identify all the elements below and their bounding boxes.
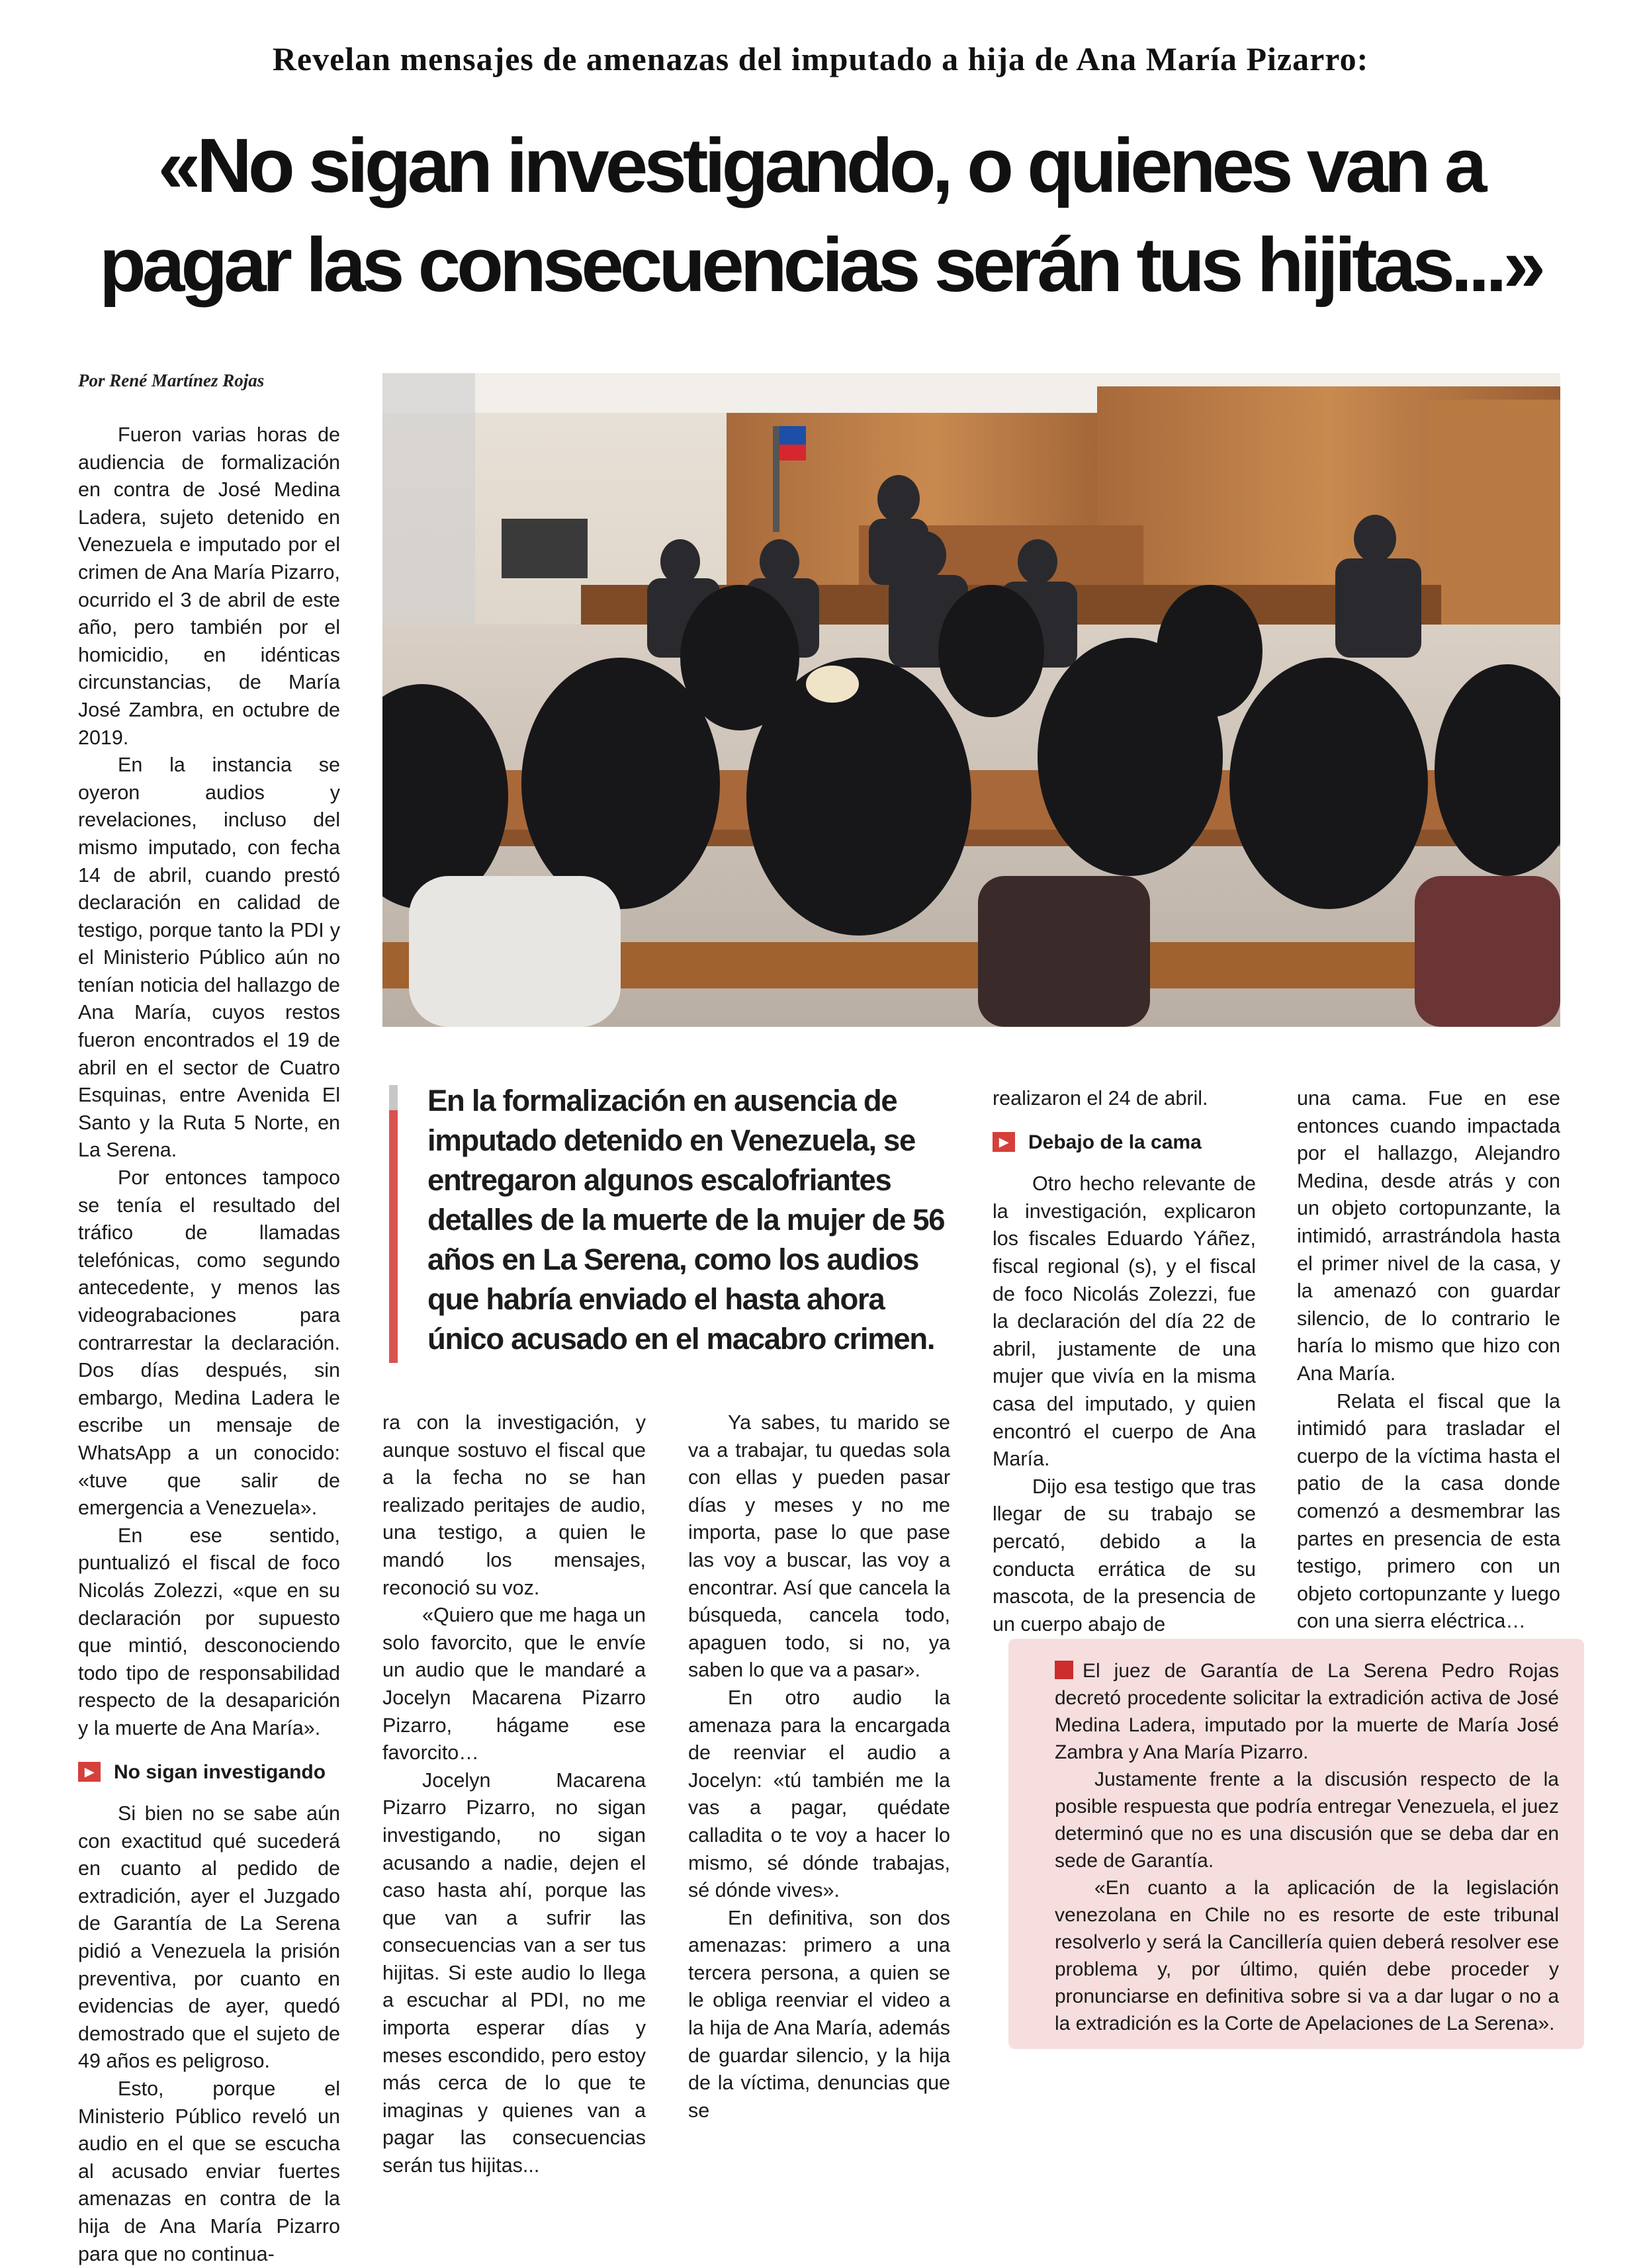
pull-quote-bar — [389, 1085, 398, 1363]
play-arrow-icon: ▶ — [993, 1132, 1015, 1152]
column-3 — [688, 1409, 950, 2124]
column-2 — [382, 1409, 646, 2180]
column-1 — [78, 421, 340, 2268]
subheading-debajo-cama — [993, 1129, 1256, 1156]
box-paragraph: «En cuanto a la aplicación de la legislación venezolana en Chile no es resorte de este tribunal resolverlo y será la Cancillería quien deberá resolver ese problema y, por último, quién debe proceder y pronunciarse en definitiva sobre si va a dar lugar o no a la extradición es la Corte de Apelaciones de La Serena». — [1055, 1877, 1559, 2034]
pull-quote-text: En la formalización en ausencia de imputado detenido en Venezuela, se entregaron algunos escalofriantes detalles de la muerte de la mujer de 56 años en La Serena, como los audios que habría enviado el hasta ahora único acusado en el macabro crimen. — [427, 1084, 945, 1356]
paragraph: Fueron varias horas de audiencia de formalización en contra de José Medina Ladera, sujeto detenido en Venezuela e imputado por el crimen de Ana María Pizarro, ocurrido el 3 de abril de este año, pero también por el homicidio, en idénticas circunstancias, de María José Zambra, en octubre de 2019. — [78, 423, 340, 749]
column-4 — [993, 1085, 1256, 1638]
headline-line-2: pagar las consecuencias serán tus hijitas...» — [99, 222, 1542, 308]
paragraph: una cama. Fue en ese entonces cuando impactada por el hallazgo, Alejandro Medina, desde atrás y con un objeto cortopunzante, la intimidó, arrastrándola hasta el primer nivel de la casa, y la amenazó con guardar silencio, de lo contrario le haría lo mismo que hizo con Ana María. — [1297, 1087, 1560, 1385]
paragraph: Por entonces tampoco se tenía el resultado del tráfico de llamadas telefónicas, como segundo antecedente, y menos las videograbaciones para contrarrestar la declaración. Dos días después, sin embargo, Medina Ladera le escribe un mensaje de WhatsApp a un conocido: «tuve que salir de emergencia a Venezuela». — [78, 1166, 340, 1520]
sidebar-box — [1008, 1639, 1584, 2049]
paragraph: Dijo esa testigo que tras llegar de su trabajo se percató, debido a la conducta errática de su mascota, de la presencia de un cuerpo abajo de — [993, 1475, 1256, 1636]
courtroom-photo — [382, 373, 1560, 1027]
box-paragraph-text: El juez de Garantía de La Serena Pedro Rojas decretó procedente solicitar la extradición activa de José Medina Ladera, imputado por la muerte de María José Zambra y Ana María Pizarro. — [1055, 1660, 1559, 1763]
paragraph: Ya sabes, tu marido se va a trabajar, tu quedas sola con ellas y pueden pasar días y meses y no me importa, pase lo que pase las voy a buscar, las voy a encontrar. Así que cancela la búsqueda, cancela todo, apaguen todo, si no, ya saben lo que va a pasar». — [688, 1411, 950, 1682]
paragraph: Si bien no se sabe aún con exactitud qué sucederá en cuanto al pedido de extradición, ayer el Juzgado de Garantía de La Serena pidió a Venezuela la prisión preventiva, por cuanto en evidencias de ayer, quedó demostrado que el sujeto de 49 años es peligroso. — [78, 1802, 340, 2073]
box-paragraph — [1055, 1657, 1559, 1766]
play-arrow-icon: ▶ — [78, 1762, 101, 1782]
paragraph: Esto, porque el Ministerio Público reveló un audio en el que se escucha al acusado enviar fuertes amenazas en contra de la hija de Ana María Pizarro para que no continua- — [78, 2077, 340, 2265]
paragraph: «Quiero que me haga un solo favorcito, que le envíe un audio que le mandaré a Jocelyn Macarena Pizarro Pizarro, hágame ese favorcito… — [382, 1604, 646, 1765]
subheading-no-sigan — [78, 1759, 340, 1786]
headline-line-1: «No sigan investigando, o quienes van a — [157, 122, 1484, 208]
paragraph: Jocelyn Macarena Pizarro Pizarro, no sigan investigando, no sigan acusando a nadie, dejen el caso hasta ahí, porque las que van a sufrir las consecuencias van a ser tus hijitas. Si este audio lo llega a escuchar al PDI, no me importa esperar días y meses escondido, pero estoy más cerca de lo que te imaginas y quienes van a pagar las consecuencias serán tus hijitas... — [382, 1768, 646, 2177]
square-bullet-icon — [1055, 1661, 1073, 1679]
paragraph: ra con la investigación, y aunque sostuvo el fiscal que a la fecha no se han realizado peritajes de audio, una testigo, a quien le mandó los mensajes, reconoció su voz. — [382, 1411, 646, 1599]
paragraph: En ese sentido, puntualizó el fiscal de foco Nicolás Zolezzi, «que en su declaración por supuesto que mintió, desconociendo todo tipo de responsabilidad respecto de la desaparición y la muerte de Ana María». — [78, 1524, 340, 1739]
paragraph: Relata el fiscal que la intimidó para trasladar el cuerpo de la víctima hasta el patio de la casa donde comenzó a desmembrar las partes en presencia de esta testigo, primero con un objeto cortopunzante y luego con una sierra eléctrica… — [1297, 1389, 1560, 1633]
column-5 — [1297, 1085, 1560, 1636]
subheading-label: No sigan investigando — [114, 1761, 326, 1783]
paragraph: realizaron el 24 de abril. — [993, 1087, 1208, 1110]
subheading-label: Debajo de la cama — [1028, 1131, 1202, 1153]
article-kicker: Revelan mensajes de amenazas del imputado a hija de Ana María Pizarro: — [272, 40, 1369, 77]
article-headline — [60, 116, 1581, 314]
box-paragraph: Justamente frente a la discusión respecto de la posible respuesta que podría entregar Venezuela, el juez determinó que no es una discusión que se deba dar en sede de Garantía. — [1055, 1768, 1559, 1872]
paragraph: En definitiva, son dos amenazas: primero a una tercera persona, a quien se le obliga reenviar el video a la hija de Ana María, además de guardar silencio, y la hija de la víctima, denuncias que se — [688, 1906, 950, 2122]
paragraph: En otro audio la amenaza para la encargada de reenviar el audio a Jocelyn: «tú también me la vas a pagar, quédate calladita o te voy a hacer lo mismo, sé dónde trabajas, sé dónde vives». — [688, 1686, 950, 1902]
paragraph: Otro hecho relevante de la investigación, explicaron los fiscales Eduardo Yáñez, fiscal regional (s), y el fiscal de foco Nicolás Zolezzi, fue la declaración del día 22 de abril, justamente de una mujer que vivía en la misma casa del imputado, y quien encontró el cuerpo de Ana María. — [993, 1172, 1256, 1471]
pull-quote — [389, 1085, 945, 1363]
paragraph: En la instancia se oyeron audios y revelaciones, incluso del mismo imputado, con fecha 14 de abril, cuando prestó declaración en calidad de testigo, porque tanto la PDI y el Ministerio Público aún no tenían noticia del hallazgo de Ana María, cuyos restos fueron encontrados el 19 de abril en el sector de Cuatro Esquinas, entre Avenida El Santo y la Ruta 5 Norte, en La Serena. — [78, 754, 340, 1162]
byline: Por René Martínez Rojas — [78, 371, 265, 390]
